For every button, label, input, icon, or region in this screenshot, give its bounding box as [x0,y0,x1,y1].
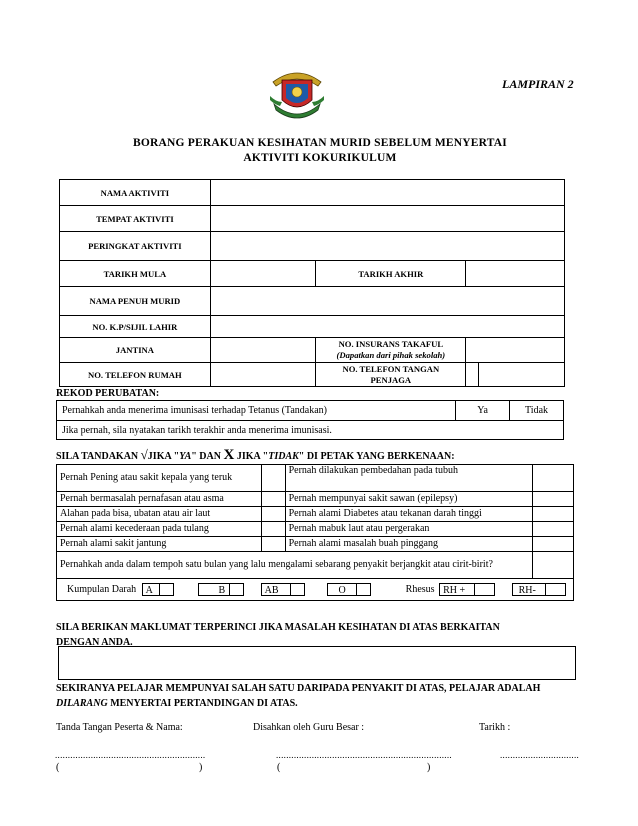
telefon-penjaga-line2: PENJAGA [370,374,412,385]
tandakan-instruction [56,447,455,464]
blood-type-a-box[interactable] [160,583,174,596]
blood-type-o[interactable]: O [327,583,357,596]
tandakan-part4: JIKA " [236,451,269,462]
condition-left-4: Pernah alami sakit jantung [57,537,262,552]
rhesus-negative[interactable]: RH- [512,583,546,596]
health-details-field[interactable] [58,646,576,680]
label-nama-penuh: NAMA PENUH MURID [60,287,211,316]
condition-left-1: Pernah bermasalah pernafasan atau asma [57,492,262,507]
label-jantina: JANTINA [60,338,211,363]
condition-right-1: Pernah mempunyai sakit sawan (epilepsy) [285,492,533,507]
label-peringkat-aktiviti: PERINGKAT AKTIVITI [60,232,211,261]
label-no-kp: NO. K.P/SIJIL LAHIR [60,316,211,338]
infectious-question: Pernahkah anda dalam tempoh satu bulan yang lalu mengalami sebarang penyakit berjangkit atau cirit-birit? [57,552,533,579]
field-no-kp[interactable] [210,316,564,338]
signature-peserta-line[interactable]: ........................................................... [55,750,206,760]
warning-line2 [56,696,298,711]
label-tarikh-mula: TARIKH MULA [60,261,211,287]
condition-box-right-3[interactable] [533,522,574,537]
label-nama-aktiviti: NAMA AKTIVITI [60,180,211,206]
warning-line1: SEKIRANYA PELAJAR MEMPUNYAI SALAH SATU DARIPADA PENYAKIT DI ATAS, PELAJAR ADALAH [56,683,541,694]
condition-box-right-1[interactable] [533,492,574,507]
form-title-line2: AKTIVITI KOKURIKULUM [243,152,397,164]
condition-box-right-0[interactable] [533,465,574,492]
tandakan-part5: " DI PETAK YANG BERKENAAN: [298,451,455,462]
condition-box-left-2[interactable] [261,507,285,522]
lampiran-label: LAMPIRAN 2 [502,77,574,91]
peserta-paren-close: ) [199,762,203,773]
rhesus-positive[interactable]: RH + [439,583,475,596]
condition-right-2: Pernah alami Diabetes atau tekanan darah tinggi [285,507,533,522]
rhesus-label: Rhesus [405,583,435,595]
condition-left-2: Alahan pada bisa, ubatan atau air laut [57,507,262,522]
blood-type-b[interactable]: B [198,583,230,596]
conditions-table [56,464,574,601]
condition-right-4: Pernah alami masalah buah pinggang [285,537,533,552]
tetanus-question: Pernahkah anda menerima imunisasi terhadap Tetanus (Tandakan) [57,401,456,421]
insurans-line1: NO. INSURANS TAKAFUL [338,339,444,349]
condition-box-left-0[interactable] [261,465,285,492]
rekod-heading: REKOD PERUBATAN: [56,388,160,399]
cross-symbol: X [223,447,235,463]
field-jantina[interactable] [210,338,316,363]
insurans-line2: (Dapatkan dari pihak sekolah) [336,350,446,360]
field-nama-penuh[interactable] [210,287,564,316]
field-telefon-penjaga-a[interactable] [466,363,479,387]
rhesus-positive-box[interactable] [475,583,495,596]
field-peringkat-aktiviti[interactable] [210,232,564,261]
tetanus-tidak-box[interactable]: Tidak [510,401,564,421]
condition-box-left-3[interactable] [261,522,285,537]
tetanus-date-question[interactable]: Jika pernah, sila nyatakan tarikh terakhir anda menerima imunisasi. [57,421,564,440]
label-telefon-rumah: NO. TELEFON RUMAH [60,363,211,387]
maklumat-line1: SILA BERIKAN MAKLUMAT TERPERINCI JIKA MASALAH KESIHATAN DI ATAS BERKAITAN [56,622,500,633]
condition-left-0: Pernah Pening atau sakit kepala yang teruk [57,465,262,492]
field-tempat-aktiviti[interactable] [210,206,564,232]
tandakan-part1: SILA TANDAKAN [56,451,139,462]
signature-guru-label: Disahkan oleh Guru Besar : [253,722,365,733]
maklumat-line2: DENGAN ANDA. [56,637,133,648]
blood-type-o-box[interactable] [357,583,371,596]
field-tarikh-akhir[interactable] [466,261,565,287]
tandakan-part3: " DAN [191,451,221,462]
condition-box-right-2[interactable] [533,507,574,522]
blood-type-ab[interactable]: AB [261,583,291,596]
warning-dilarang: DILARANG [56,698,108,709]
field-insurans[interactable] [466,338,565,363]
tandakan-ya: YA [179,451,192,462]
peserta-paren-open: ( [56,762,60,773]
condition-right-0: Pernah dilakukan pembedahan pada tubuh [285,465,533,492]
guru-paren-open: ( [277,762,281,773]
condition-box-right-4[interactable] [533,537,574,552]
blood-group-row [57,579,574,601]
blood-group-label: Kumpulan Darah [67,583,137,595]
medical-record-table [56,400,564,440]
tick-symbol: √ [140,447,148,462]
field-telefon-penjaga-b[interactable] [479,363,565,387]
school-crest-logo [268,66,326,122]
warning-line2-rest: MENYERTAI PERTANDINGAN DI ATAS. [110,698,298,709]
condition-box-left-1[interactable] [261,492,285,507]
rhesus-negative-box[interactable] [546,583,566,596]
label-insurans [316,338,466,363]
tetanus-ya-box[interactable]: Ya [456,401,510,421]
label-tarikh-akhir: TARIKH AKHIR [316,261,466,287]
field-nama-aktiviti[interactable] [210,180,564,206]
tandakan-part2: JIKA " [147,451,180,462]
tandakan-tidak: TIDAK [268,451,299,462]
blood-type-ab-box[interactable] [291,583,305,596]
telefon-penjaga-line1: NO. TELEFON TANGAN [342,363,440,374]
label-tempat-aktiviti: TEMPAT AKTIVITI [60,206,211,232]
condition-right-3: Pernah mabuk laut atau pergerakan [285,522,533,537]
label-telefon-penjaga [316,363,466,387]
guru-paren-close: ) [427,762,431,773]
blood-type-b-box[interactable] [230,583,244,596]
condition-box-left-4[interactable] [261,537,285,552]
infectious-box[interactable] [533,552,574,579]
signature-tarikh-label: Tarikh : [479,722,511,733]
field-tarikh-mula[interactable] [210,261,316,287]
activity-details-table [59,179,565,387]
field-telefon-rumah[interactable] [210,363,316,387]
blood-type-a[interactable]: A [142,583,160,596]
signature-tarikh-line[interactable]: ............................... [500,750,580,760]
condition-left-3: Pernah alami kecederaan pada tulang [57,522,262,537]
signature-guru-line[interactable]: ..................................................................... [276,750,452,760]
signature-peserta-label: Tanda Tangan Peserta & Nama: [56,722,183,733]
form-title-line1: BORANG PERAKUAN KESIHATAN MURID SEBELUM MENYERTAI [133,137,507,149]
